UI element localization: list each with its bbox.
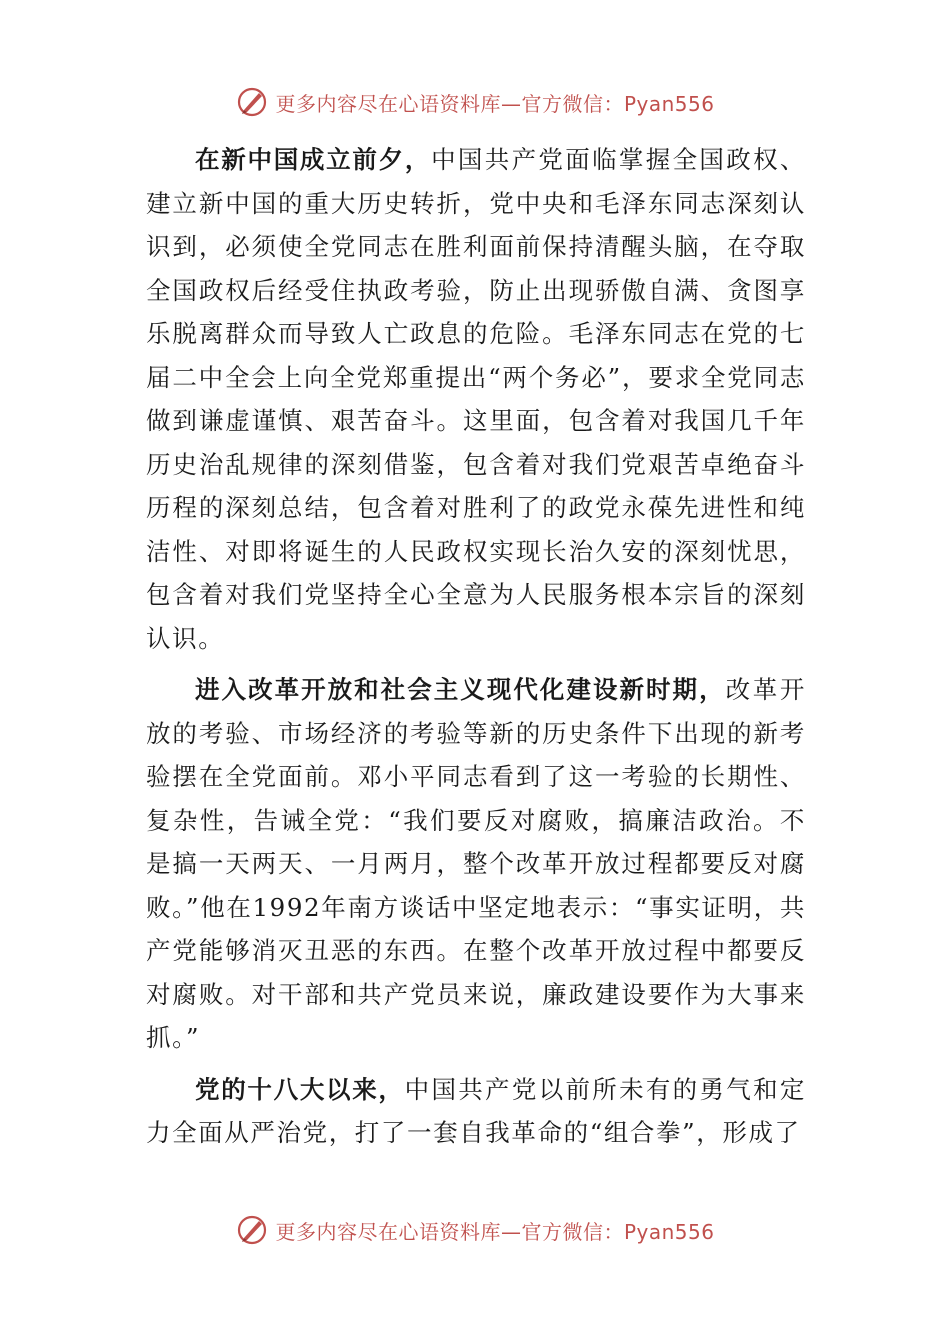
pen-circle-logo-icon (235, 85, 269, 119)
paragraph-2-body: 改革开放的考验、市场经济的考验等新的历史条件下出现的新考验摆在全党面前。邓小平同志看到了这一考验的长期性、复杂性，告诫全党：“我们要反对腐败，搞廉洁政治。不是搞一天两天、一月两月，整个改革开放过程都要反对腐败。”他在1992年南方谈话中坚定地表示：“事实证明，共产党能够消灭丑恶的东西。在整个改革开放过程中都要反对腐败。对干部和共产党员来说，廉政建设要作为大事来抓。” (146, 675, 806, 1052)
document-body (146, 138, 806, 1163)
paragraph-1 (146, 138, 806, 660)
watermark-text: 更多内容尽在心语资料库—官方微信：Pyan556 (275, 1219, 715, 1244)
header-watermark (0, 82, 950, 122)
paragraph-3 (146, 1068, 806, 1155)
watermark-text: 更多内容尽在心语资料库—官方微信：Pyan556 (275, 91, 715, 116)
paragraph-1-lead: 在新中国成立前夕， (195, 145, 432, 174)
paragraph-2 (146, 668, 806, 1060)
paragraph-2-lead: 进入改革开放和社会主义现代化建设新时期， (195, 675, 726, 704)
paragraph-1-body: 中国共产党面临掌握全国政权、建立新中国的重大历史转折，党中央和毛泽东同志深刻认识到，必须使全党同志在胜利面前保持清醒头脑，在夺取全国政权后经受住执政考验，防止出现骄傲自满、贪图享乐脱离群众而导致人亡政息的危险。毛泽东同志在党的七届二中全会上向全党郑重提出“两个务必”，要求全党同志做到谦虚谨慎、艰苦奋斗。这里面，包含着对我国几千年历史治乱规律的深刻借鉴，包含着对我们党艰苦卓绝奋斗历程的深刻总结，包含着对胜利了的政党永葆先进性和纯洁性、对即将诞生的人民政权实现长治久安的深刻忧思，包含着对我们党坚持全心全意为人民服务根本宗旨的深刻认识。 (146, 145, 807, 653)
footer-watermark (0, 1210, 950, 1250)
paragraph-3-body: 中国共产党以前所未有的勇气和定力全面从严治党，打了一套自我革命的“组合拳”，形成了 (146, 1074, 807, 1147)
paragraph-3-lead: 党的十八大以来， (195, 1074, 405, 1104)
pen-circle-logo-icon (235, 1213, 269, 1247)
